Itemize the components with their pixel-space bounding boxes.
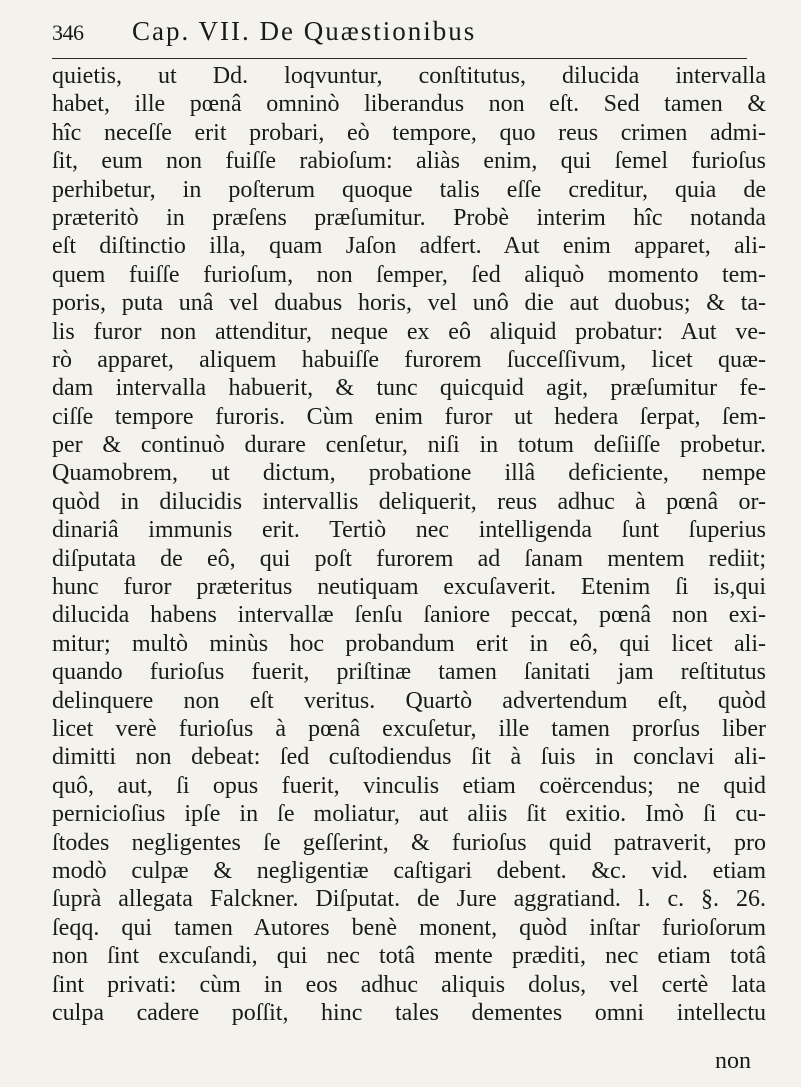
text-line: culpa cadere poſſit, hinc tales dementes omni intellectu xyxy=(52,999,766,1026)
text-line: quando furioſus fuerit, priſtinæ tamen ſanitati jam reſtitutus xyxy=(52,659,766,686)
text-line: ſtodes negligentes ſe geſſerint, & furioſus quid patraverit, pro xyxy=(52,829,766,856)
text-line: per & continuò durare cenſetur, niſi in totum deſiiſſe probetur. xyxy=(52,432,766,459)
catchword: non xyxy=(715,1048,751,1074)
text-line: modò culpæ & negligentiæ caſtigari debent. &c. vid. etiam xyxy=(52,857,766,884)
body-text xyxy=(52,62,766,1027)
text-line: dimitti non debeat: ſed cuſtodiendus ſit à ſuis in conclavi ali- xyxy=(52,744,766,771)
text-line: ſuprà allegata Falckner. Diſputat. de Jure aggratiand. l. c. §. 26. xyxy=(52,886,766,913)
text-line: rò apparet, aliquem habuiſſe furorem ſucceſſivum, licet quæ- xyxy=(52,346,766,373)
text-line: mitur; multò minùs hoc probandum erit in eô, qui licet ali- xyxy=(52,630,766,657)
text-line: ſit, eum non fuiſſe rabioſum: aliàs enim, qui ſemel furioſus xyxy=(52,148,766,175)
text-line: delinquere non eſt veritus. Quartò advertendum eſt, quòd xyxy=(52,687,766,714)
header-rule xyxy=(52,58,747,59)
running-head: Cap. VII. De Quæstionibus xyxy=(132,16,477,46)
text-line: dam intervalla habuerit, & tunc quicquid agit, præſumitur fe- xyxy=(52,375,766,402)
text-line: poris, puta unâ vel duabus horis, vel unô die aut duobus; & ta- xyxy=(52,290,766,317)
text-line: eſt diſtinctio illa, quam Jaſon adfert. Aut enim apparet, ali- xyxy=(52,233,766,260)
text-line: Quamobrem, ut dictum, probatione illâ deficiente, nempe xyxy=(52,460,766,487)
text-line: dinariâ immunis erit. Tertiò nec intelligenda ſunt ſuperius xyxy=(52,517,766,544)
text-line: quô, aut, ſi opus fuerit, vinculis etiam coërcendus; ne quid xyxy=(52,772,766,799)
text-line: perhibetur, in poſterum quoque talis eſſe creditur, quia de xyxy=(52,176,766,203)
text-line: lis furor non attenditur, neque ex eô aliquid probatur: Aut ve- xyxy=(52,318,766,345)
text-line: hîc neceſſe erit probari, eò tempore, quo reus crimen admi- xyxy=(52,119,766,146)
text-line: pernicioſius ipſe in ſe moliatur, aut aliis ſit exitio. Imò ſi cu- xyxy=(52,801,766,828)
text-line: quietis, ut Dd. loqvuntur, conſtitutus, dilucida intervalla xyxy=(52,63,766,89)
text-line: ſeqq. qui tamen Autores benè monent, quòd inſtar furioſorum xyxy=(52,914,766,941)
page-header xyxy=(52,14,752,50)
text-line: quem fuiſſe furioſum, non ſemper, ſed aliquò momento tem- xyxy=(52,261,766,288)
text-line: hunc furor præteritus neutiquam excuſaverit. Etenim ſi is,qui xyxy=(52,574,766,601)
text-line: quòd in dilucidis intervallis deliquerit, reus adhuc à pœnâ or- xyxy=(52,488,766,515)
text-line: dilucida habens intervallæ ſenſu ſaniore peccat, pœnâ non exi- xyxy=(52,602,766,629)
text-line: ciſſe tempore furoris. Cùm enim furor ut hedera ſerpat, ſem- xyxy=(52,403,766,430)
page-number: 346 xyxy=(52,20,84,45)
text-line: ſint privati: cùm in eos adhuc aliquis dolus, vel certè lata xyxy=(52,971,766,998)
text-line: diſputata de eô, qui poſt furorem ad ſanam mentem rediit; xyxy=(52,545,766,572)
text-line: non ſint excuſandi, qui nec totâ mente præditi, nec etiam totâ xyxy=(52,943,766,970)
text-line: habet, ille pœnâ omninò liberandus non eſt. Sed tamen & xyxy=(52,91,766,118)
text-line: præteritò in præſens præſumitur. Probè interim hîc notanda xyxy=(52,204,766,231)
text-line: licet verè furioſus à pœnâ excuſetur, ille tamen prorſus liber xyxy=(52,715,766,742)
